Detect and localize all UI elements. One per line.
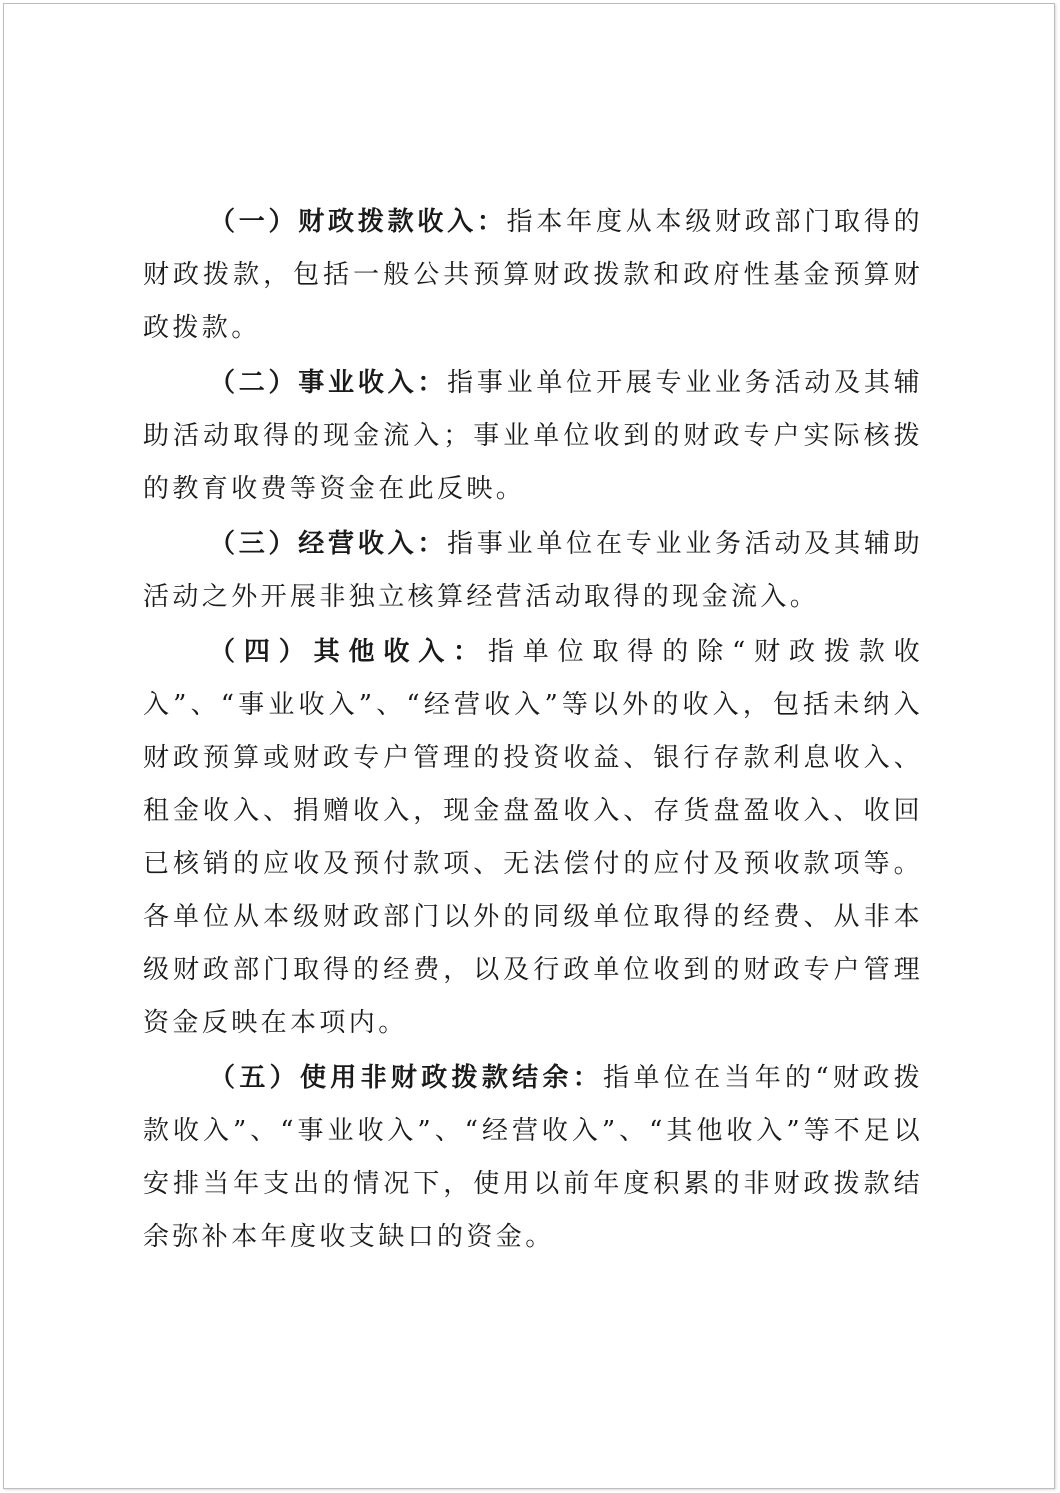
term-operating-income: （三）经营收入： [209, 529, 448, 559]
paragraph-business-income [143, 357, 923, 516]
definition-other-income: 指单位取得的除“财政拨款收入”、“事业收入”、“经营收入”等以外的收入，包括未纳入财政预算或财政专户管理的投资收益、银行存款利息收入、租金收入、捐赠收入，现金盘盈收入、存货盘盈收入、收回已核销的应收及预付款项、无法偿付的应付及预收款项等。各单位从本级财政部门以外的同级单位取得的经费、从非本级财政部门取得的经费，以及行政单位收到的财政专户管理资金反映在本项内。 [143, 637, 923, 1038]
definition-operating-income: 指事业单位在专业业务活动及其辅助活动之外开展非独立核算经营活动取得的现金流入。 [143, 529, 923, 612]
definition-fiscal-appropriation-income: 指本年度从本级财政部门取得的财政拨款，包括一般公共预算财政拨款和政府性基金预算财政拨款。 [143, 207, 923, 343]
term-fiscal-appropriation-income: （一）财政拨款收入： [209, 207, 507, 237]
paragraph-operating-income [143, 518, 923, 624]
paragraph-other-income [143, 626, 923, 1050]
term-business-income: （二）事业收入： [209, 368, 448, 398]
document-body [143, 196, 923, 1264]
paragraph-non-fiscal-balance-use [143, 1052, 923, 1264]
definition-business-income: 指事业单位开展专业业务活动及其辅助活动取得的现金流入；事业单位收到的财政专户实际核拨的教育收费等资金在此反映。 [143, 368, 923, 504]
term-non-fiscal-balance-use: （五）使用非财政拨款结余： [209, 1063, 604, 1093]
term-other-income: （四）其他收入： [209, 637, 488, 667]
paragraph-fiscal-appropriation-income [143, 196, 923, 355]
definition-non-fiscal-balance-use: 指单位在当年的“财政拨款收入”、“事业收入”、“经营收入”、“其他收入”等不足以安排当年支出的情况下，使用以前年度积累的非财政拨款结余弥补本年度收支缺口的资金。 [143, 1063, 923, 1252]
